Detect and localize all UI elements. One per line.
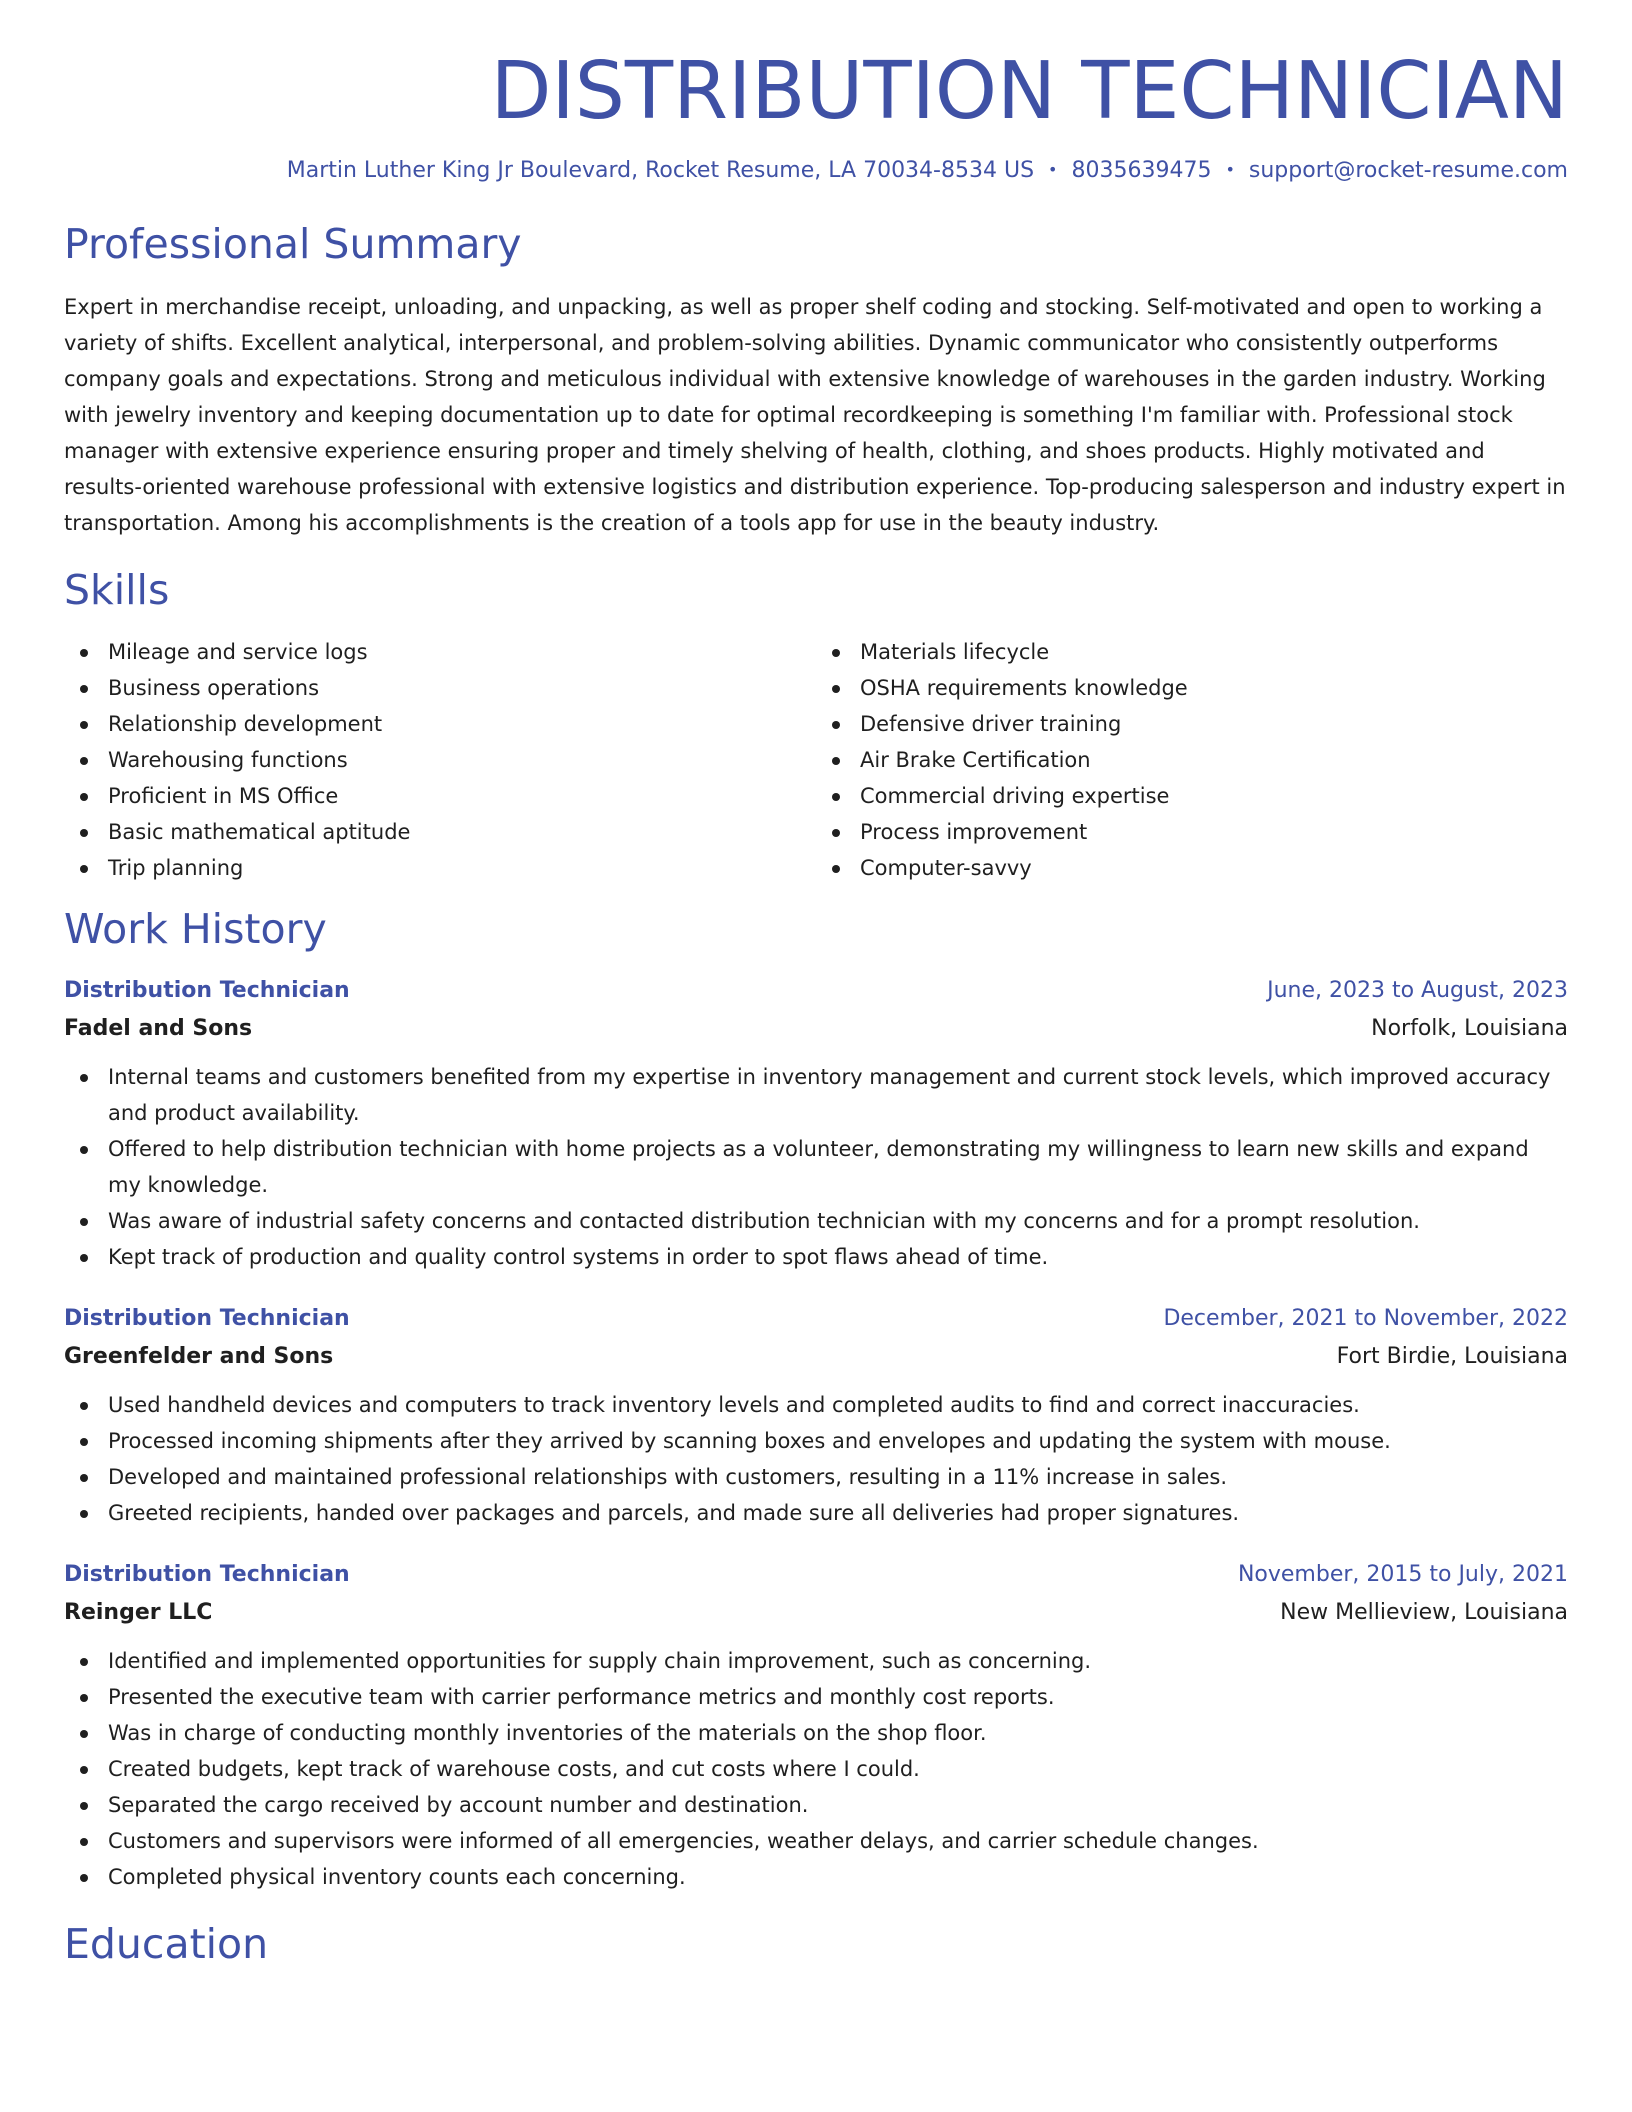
job-title-row — [64, 1301, 1568, 1337]
work-history-heading: Work History — [64, 904, 327, 953]
education-section — [64, 1921, 1568, 1968]
job-bullet: Offered to help distribution technician with home projects as a volunteer, demonstrating my willingness to learn new skills and expand my knowledge. — [64, 1131, 1568, 1203]
skill-item: Process improvement — [816, 814, 1568, 850]
job-bullet: Customers and supervisors were informed of all emergencies, weather delays, and carrier schedule changes. — [64, 1823, 1568, 1859]
education-heading: Education — [64, 1919, 269, 1968]
job-bullet: Processed incoming shipments after they arrived by scanning boxes and envelopes and updating the system with mouse. — [64, 1423, 1568, 1459]
job-title: Distribution Technician — [64, 1305, 350, 1331]
skills-left-list — [64, 634, 816, 886]
skill-item: Computer-savvy — [816, 850, 1568, 886]
job-bullets — [64, 1059, 1568, 1275]
job-title: Distribution Technician — [64, 977, 350, 1003]
job-entry — [64, 973, 1568, 1275]
skills-columns — [64, 634, 1568, 886]
skill-item: Proficient in MS Office — [64, 778, 816, 814]
job-entry — [64, 1301, 1568, 1531]
skills-heading: Skills — [64, 565, 170, 614]
job-company: Reinger LLC — [64, 1599, 213, 1625]
job-dates: December, 2021 to November, 2022 — [1163, 1305, 1568, 1331]
job-bullet: Used handheld devices and computers to track inventory levels and completed audits to find and correct inaccuracies. — [64, 1387, 1568, 1423]
skill-item: Mileage and service logs — [64, 634, 816, 670]
contact-phone[interactable]: 8035639475 — [1071, 157, 1212, 183]
job-dates: June, 2023 to August, 2023 — [1267, 977, 1568, 1003]
job-title-row — [64, 1557, 1568, 1593]
contact-email[interactable]: support@rocket-resume.com — [1248, 157, 1568, 183]
contact-address: Martin Luther King Jr Boulevard, Rocket Resume, LA 70034-8534 US — [286, 157, 1035, 183]
job-entry — [64, 1557, 1568, 1895]
job-bullet: Separated the cargo received by account number and destination. — [64, 1787, 1568, 1823]
skill-item: Trip planning — [64, 850, 816, 886]
job-bullet: Completed physical inventory counts each concerning. — [64, 1859, 1568, 1895]
skill-item: Relationship development — [64, 706, 816, 742]
contact-separator: • — [1225, 159, 1235, 179]
skill-item: Warehousing functions — [64, 742, 816, 778]
skills-section — [64, 567, 1568, 886]
skill-item: Basic mathematical aptitude — [64, 814, 816, 850]
skill-item: Air Brake Certification — [816, 742, 1568, 778]
job-title: Distribution Technician — [64, 1561, 350, 1587]
job-location: New Mellieview, Louisiana — [1280, 1599, 1568, 1625]
job-company: Greenfelder and Sons — [64, 1343, 334, 1369]
skill-item: Defensive driver training — [816, 706, 1568, 742]
skill-item: Commercial driving expertise — [816, 778, 1568, 814]
summary-text: Expert in merchandise receipt, unloading, and unpacking, as well as proper shelf coding and stocking. Self-motivated and open to working a variety of shifts. Excellent analytical, interpersonal, and problem-solving abilities. Dynamic communicator who consistently outperforms company goals and expectations. Strong and meticulous individual with extensive knowledge of warehouses in the garden industry. Working with jewelry inventory and keeping documentation up to date for optimal recordkeeping is something I'm familiar with. Professional stock manager with extensive experience ensuring proper and timely shelving of health, clothing, and shoes products. Highly motivated and results-oriented warehouse professional with extensive logistics and distribution experience. Top-producing salesperson and industry expert in transportation. Among his accomplishments is the creation of a tools app for use in the beauty industry. — [64, 294, 1566, 535]
job-location: Norfolk, Louisiana — [1371, 1015, 1568, 1041]
job-company-row — [64, 1337, 1568, 1377]
skills-right-list — [816, 634, 1568, 886]
summary-section — [64, 221, 1568, 540]
job-company-row — [64, 1593, 1568, 1633]
job-bullet: Greeted recipients, handed over packages and parcels, and made sure all deliveries had proper signatures. — [64, 1495, 1568, 1531]
contact-line — [64, 157, 1568, 186]
page-title: DISTRIBUTION TECHNICIAN — [490, 45, 1568, 137]
skill-item: Business operations — [64, 670, 816, 706]
job-location: Fort Birdie, Louisiana — [1336, 1343, 1568, 1369]
job-bullet: Was aware of industrial safety concerns and contacted distribution technician with my concerns and for a prompt resolution. — [64, 1203, 1568, 1239]
job-company-row — [64, 1009, 1568, 1049]
job-bullet: Presented the executive team with carrier performance metrics and monthly cost reports. — [64, 1679, 1568, 1715]
job-bullet: Internal teams and customers benefited from my expertise in inventory management and current stock levels, which improved accuracy and product availability. — [64, 1059, 1568, 1131]
skill-item: Materials lifecycle — [816, 634, 1568, 670]
job-bullets — [64, 1643, 1568, 1895]
job-bullet: Was in charge of conducting monthly inventories of the materials on the shop floor. — [64, 1715, 1568, 1751]
job-bullet: Kept track of production and quality control systems in order to spot flaws ahead of time. — [64, 1239, 1568, 1275]
job-bullet: Created budgets, kept track of warehouse costs, and cut costs where I could. — [64, 1751, 1568, 1787]
job-company: Fadel and Sons — [64, 1015, 253, 1041]
job-bullets — [64, 1387, 1568, 1531]
work-history-section — [64, 906, 1568, 1895]
job-bullet: Identified and implemented opportunities for supply chain improvement, such as concerning. — [64, 1643, 1568, 1679]
job-title-row — [64, 973, 1568, 1009]
resume-header — [64, 45, 1568, 185]
summary-heading: Professional Summary — [64, 220, 522, 269]
job-bullet: Developed and maintained professional relationships with customers, resulting in a 11% increase in sales. — [64, 1459, 1568, 1495]
contact-separator: • — [1048, 159, 1058, 179]
job-dates: November, 2015 to July, 2021 — [1237, 1561, 1568, 1587]
skill-item: OSHA requirements knowledge — [816, 670, 1568, 706]
